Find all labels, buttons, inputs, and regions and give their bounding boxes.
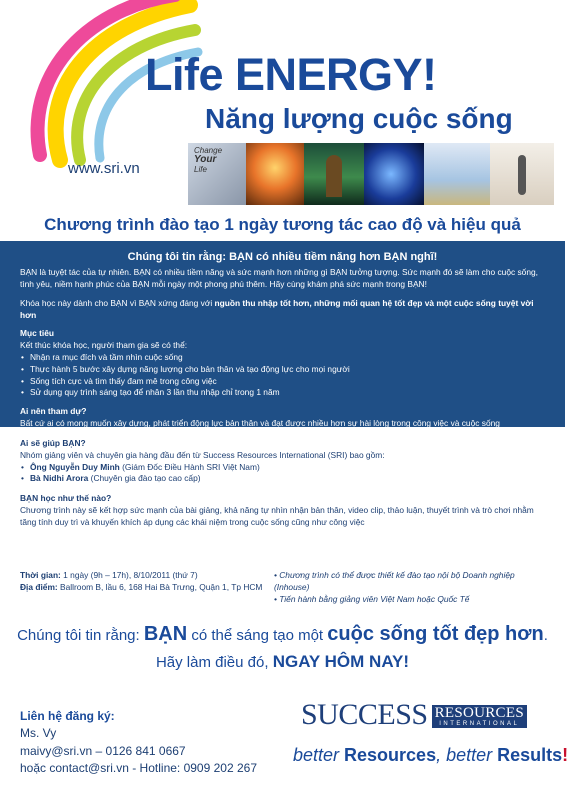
photo-runner xyxy=(490,143,554,205)
photo-text-change: Change xyxy=(194,146,223,155)
photo-text-your: Your xyxy=(194,154,217,166)
cta-text: Chúng tôi tin rằng: xyxy=(17,627,144,644)
time-label: Thời gian: xyxy=(20,570,61,580)
belief-heading: Chúng tôi tin rằng: BẠN có nhiều tiềm năng hơn BẠN nghĩ! xyxy=(127,251,438,263)
main-title: Life ENERGY! xyxy=(145,49,437,100)
place-row xyxy=(20,582,274,594)
cta-emphasis-ban: BẠN xyxy=(143,623,188,645)
course-statement-bold: nguồn thu nhập tốt hơn, những mối quan hệ tốt đẹp và một cuộc sống tuyệt vời hơn xyxy=(20,297,534,320)
contact-line-1[interactable]: maivy@sri.vn – 0126 841 0667 xyxy=(20,743,186,758)
slogan-text: better xyxy=(293,745,345,765)
course-statement-text: Khóa học này dành cho BẠN vì BẠN xứng đáng với xyxy=(20,297,215,308)
cta-text: có thể sáng tạo một xyxy=(187,627,328,644)
contact-heading: Liên hệ đăng ký: xyxy=(20,709,115,723)
helper-role: (Giám Đốc Điều Hành SRI Việt Nam) xyxy=(119,461,260,472)
contact-line-2[interactable]: hoặc contact@sri.vn - Hotline: 0909 202 267 xyxy=(20,761,257,776)
program-details xyxy=(20,438,548,528)
helper-item xyxy=(30,473,548,485)
goal-intro: Kết thúc khóa học, người tham gia sẽ có thể: xyxy=(20,340,188,351)
contact-name: Ms. Vy xyxy=(20,726,57,741)
main-subtitle: Năng lượng cuộc sống xyxy=(205,103,513,134)
helpers-heading: Ai sẽ giúp BẠN? xyxy=(20,438,86,448)
schedule-info xyxy=(20,570,274,605)
logo-international-text: INTERNATIONAL xyxy=(439,720,520,727)
place-label: Địa điểm: xyxy=(20,581,58,592)
goal-list xyxy=(20,352,545,399)
who-text: Bất cứ ai có mong muốn xây dựng, phát triển động lực bản thân và đạt được nhiều hơn sự hài lòng trong công việc và cuộc sống xyxy=(20,417,500,428)
logo-success-text: SUCCESS xyxy=(301,698,428,731)
goal-heading: Mục tiêu xyxy=(20,328,54,339)
helper-name: Bà Nidhi Arora xyxy=(30,473,89,484)
helpers-list xyxy=(20,462,548,486)
belief-box xyxy=(0,241,565,427)
time-value: 1 ngày (9h – 17h), 8/10/2011 (thứ 7) xyxy=(60,570,198,580)
slogan-text: , better xyxy=(436,745,498,765)
goal-item: • Thực hành 5 bước xây dựng năng lượng cho bản thân và tạo động lực cho mọi người xyxy=(30,364,545,376)
cta-line-1 xyxy=(0,623,565,646)
photo-tree xyxy=(304,143,364,205)
photo-glowing-hands xyxy=(246,143,304,205)
website-link[interactable]: www.sri.vn xyxy=(68,160,140,177)
photo-text-life: Life xyxy=(194,164,207,174)
cta-text: Hãy làm điều đó, xyxy=(155,654,273,671)
place-value: Ballroom B, lầu 6, 168 Hai Bà Trưng, Quận 1, Tp HCM xyxy=(57,581,263,592)
schedule-section xyxy=(20,570,548,605)
photo-change-your-life xyxy=(188,143,246,205)
logo-resources-text: RESOURCES xyxy=(434,704,524,721)
program-tagline: Chương trình đào tạo 1 ngày tương tác cao độ và hiệu quả xyxy=(44,215,521,234)
cta-text: . xyxy=(543,627,548,644)
cta-emphasis-today: NGAY HÔM NAY! xyxy=(272,652,410,671)
photo-woman-meadow xyxy=(424,143,490,205)
success-resources-logo xyxy=(301,700,527,730)
slogan-results: Results xyxy=(497,745,563,765)
cta-emphasis-life: cuộc sống tốt đẹp hơn xyxy=(327,623,544,645)
contact-block xyxy=(20,708,257,778)
note-inhouse: • Chương trình có thể được thiết kế đào tạo nội bộ Doanh nghiệp (Inhouse) xyxy=(274,570,515,592)
slogan-resources: Resources xyxy=(344,745,437,765)
helpers-intro: Nhóm giảng viên và chuyên gia hàng đầu đến từ Success Resources International (SRI) bao gồm: xyxy=(20,449,385,460)
photo-strip xyxy=(188,143,554,205)
logo-resources-box xyxy=(432,705,527,728)
helper-role: (Chuyên gia đào tạo cao cấp) xyxy=(88,473,201,484)
cta-line-2 xyxy=(0,652,565,672)
belief-intro: BẠN là tuyệt tác của tự nhiên. BẠN có nhiều tiềm năng và sức mạnh hơn những gì BẠN tưởng tượng. Sức mạnh đó sẽ làm cho cuộc sống, tình yêu, niềm hạnh phúc của BẠN mỗi ngày một phong phú thêm. Hãy cùng khám phá sức mạnh trong BẠN! xyxy=(20,267,538,290)
schedule-notes xyxy=(274,570,548,605)
method-heading: BẠN học như thế nào? xyxy=(20,493,112,504)
helper-name: Ông Nguyễn Duy Minh xyxy=(30,461,120,472)
goal-item: • Sống tích cực và tìm thấy đam mê trong công việc xyxy=(30,376,545,388)
brand-slogan xyxy=(293,745,568,766)
slogan-exclamation: ! xyxy=(562,745,568,765)
helper-item xyxy=(30,462,548,474)
time-row xyxy=(20,570,274,582)
goal-item: • Nhận ra mục đích và tầm nhìn cuộc sống xyxy=(30,352,545,364)
note-trainers: • Tiến hành bằng giảng viên Việt Nam hoặc Quốc Tế xyxy=(274,593,470,604)
who-heading: Ai nên tham dự? xyxy=(20,406,87,417)
method-text: Chương trình này sẽ kết hợp sức mạnh của bài giảng, khả năng tự nhìn nhận bản thân, video clip, thảo luận, thuyết trình và trò chơi nhằm tăng tính duy trì và khuyến khích áp dụng các khái niệm trong cuộc sống cũng như công việc xyxy=(20,504,534,527)
course-statement xyxy=(20,298,545,322)
photo-brain xyxy=(364,143,424,205)
goal-item: • Sử dụng quy trình sáng tạo để nhân 3 lần thu nhập chỉ trong 1 năm xyxy=(30,387,545,399)
